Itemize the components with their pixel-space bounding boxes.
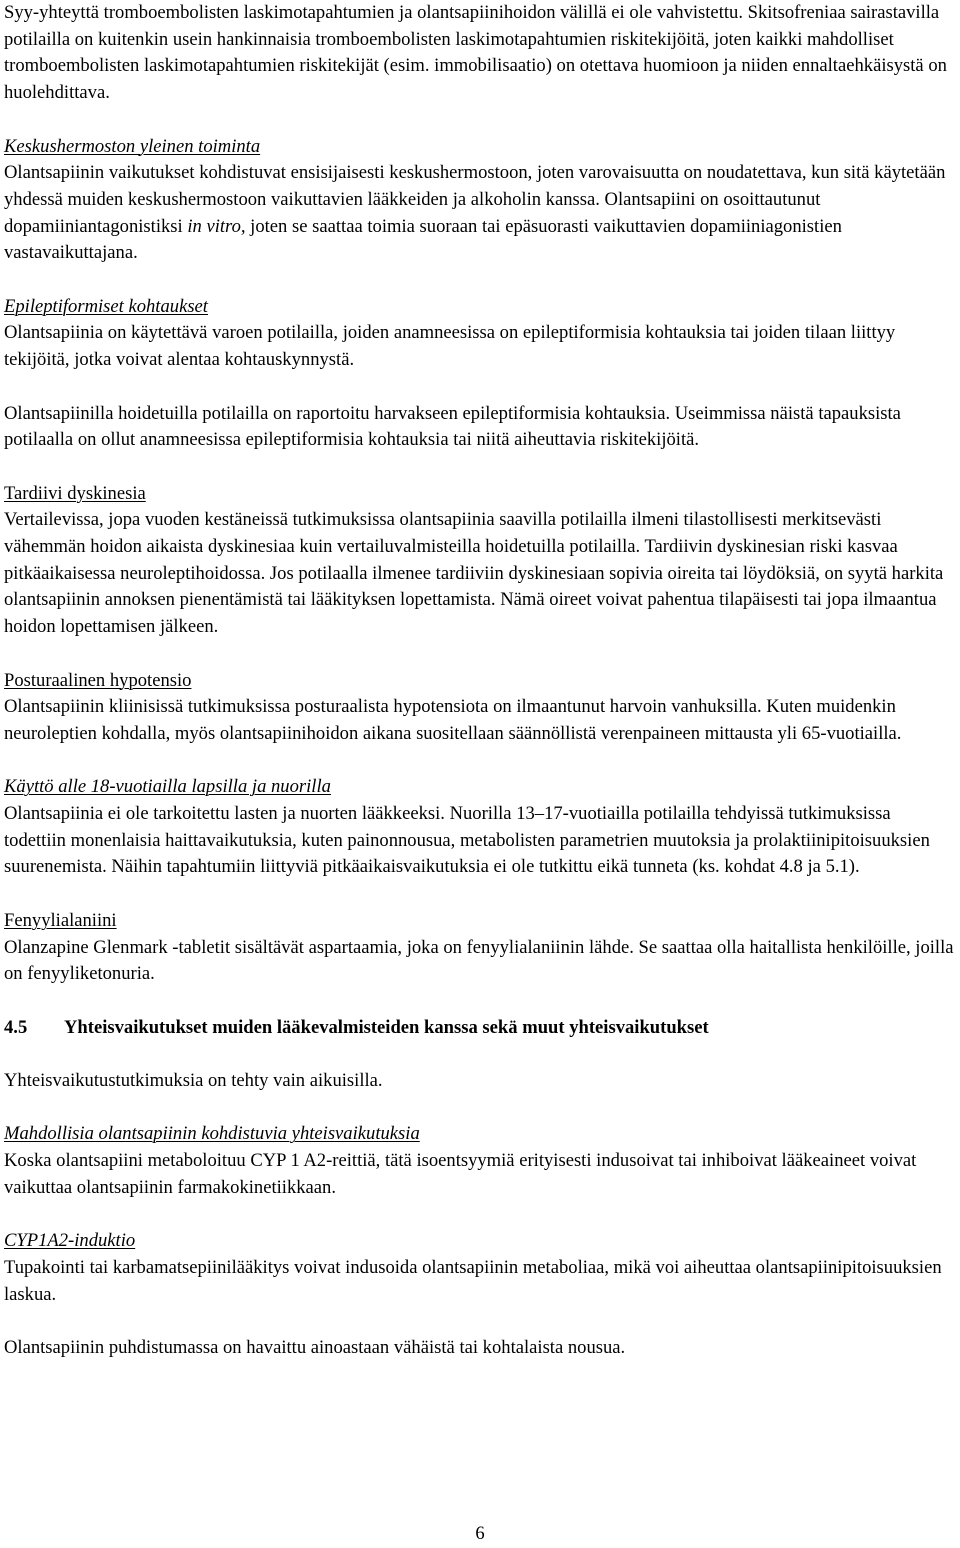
cns-text-end: joten se saattaa toimia suoraan tai epäsuorasti vaikuttavien dopamiiniagonistien vastavaikuttajana. (4, 215, 842, 264)
cns-in-vitro: in vitro, (187, 215, 246, 237)
seizures-heading: Epileptiformiset kohtaukset (4, 295, 208, 317)
cyp-paragraph-2: Olantsapiinin puhdistumassa on havaittu ainoastaan vähäistä tai kohtalaista nousua. (4, 1336, 626, 1358)
intro-paragraph: Syy-yhteyttä tromboembolisten laskimotapahtumien ja olantsapiinihoidon välillä ei ole vahvistettu. Skitsofreniaa sairastavilla potilailla on kuitenkin usein hankinnaisia tromboembolisten laskimotapahtumien riskitekijöitä, joten kaikki mahdolliset tromboembolisten laskimotapahtumien riskitekijät (esim. immobilisaatio) on otettava huomioon ja niiden ennaltaehkäisystä on huolehdittava. (4, 2, 947, 104)
page-number: 6 (475, 1523, 485, 1544)
phenylalanine-heading: Fenyylialaniini (4, 909, 117, 931)
targets-section (4, 1121, 956, 1201)
tardive-section (4, 481, 956, 641)
cns-heading: Keskushermoston yleinen toiminta (4, 135, 261, 157)
postural-paragraph: Olantsapiinin kliinisissä tutkimuksissa posturaalista hypotensiota on ilmaantunut harvoin vanhuksilla. Kuten muidenkin neuroleptien kohdalla, myös olantsapiinihoidon aikana suositellaan säännöllistä verenpaineen mittausta yli 65-vuotiailla. (4, 696, 902, 744)
section-intro: Yhteisvaikutustutkimuksia on tehty vain aikuisilla. (4, 1069, 383, 1091)
postural-heading: Posturaalinen hypotensio (4, 669, 192, 691)
phenylalanine-paragraph: Olanzapine Glenmark -tabletit sisältävät aspartaamia, joka on fenyylialaniinin lähde. Se saattaa olla haitallista henkilöille, joilla on fenyyliketonuria. (4, 936, 954, 985)
pediatric-heading: Käyttö alle 18-vuotiailla lapsilla ja nuorilla (4, 776, 331, 798)
pediatric-section (4, 774, 956, 881)
cyp-paragraph-1: Tupakointi tai karbamatsepiinilääkitys voivat indusoida olantsapiinin metaboliaa, mikä voi aiheuttaa olantsapiinipitoisuuksien laskua. (4, 1256, 942, 1305)
targets-paragraph: Koska olantsapiini metaboloituu CYP 1 A2-reittiä, tätä isoentsyymiä erityisesti indusoivat tai inhiboivat lääkeaineet voivat vaikuttaa olantsapiinin farmakokinetiikkaan. (4, 1150, 917, 1198)
cns-section (4, 134, 956, 268)
seizures-paragraph-2: Olantsapiinilla hoidetuilla potilailla on raportoitu harvakseen epileptiformisia kohtauksia. Useimmissa näistä tapauksista potilaalla on ollut anamneesissa epileptiformisia kohtauksia tai niitä aiheuttavia riskitekijöitä. (4, 402, 901, 451)
targets-heading: Mahdollisia olantsapiinin kohdistuvia yhteisvaikutuksia (4, 1123, 420, 1145)
cns-text-start: Olantsapiinin vaikutukset kohdistuvat ensisijaisesti keskushermostoon, joten varovaisuutta on noudatettava, kun sitä käytetään yhdessä muiden keskushermostoon vaikuttavien lääkkeiden ja alkoholin kanssa. Olantsapiini on osoittautunut dopamiiniantagonistiksi (4, 162, 946, 237)
cyp-section (4, 1228, 956, 1362)
postural-section (4, 668, 956, 748)
tardive-heading: Tardiivi dyskinesia (4, 482, 146, 504)
section-title: Yhteisvaikutukset muiden lääkevalmisteiden kanssa sekä muut yhteisvaikutukset (64, 1016, 709, 1038)
seizures-section (4, 294, 956, 454)
cyp-heading: CYP1A2-induktio (4, 1230, 136, 1252)
seizures-paragraph-1: Olantsapiinia on käytettävä varoen potilailla, joiden anamneesissa on epileptiformisia kohtauksia tai joiden tilaan liittyy tekijöitä, jotka voivat alentaa kohtauskynnystä. (4, 322, 896, 371)
section-number: 4.5 (4, 1016, 28, 1038)
cns-paragraph (4, 160, 956, 267)
section-heading-4-5 (4, 1015, 956, 1042)
intro-block (4, 0, 956, 107)
pediatric-paragraph: Olantsapiinia ei ole tarkoitettu lasten ja nuorten lääkkeeksi. Nuorilla 13–17-vuotiailla potilailla tehdyissä tutkimuksissa todettiin monenlaisia haittavaikutuksia, kuten painonnousua, metabolisten parametrien muutoksia ja prolaktiinipitoisuuksien suurenemista. Näihin tapahtumiin liittyviä pitkäaikaisvaikutuksia ei ole tutkittu eikä tunneta (ks. kohdat 4.8 ja 5.1). (4, 803, 930, 878)
phenylalanine-section (4, 908, 956, 988)
section-4-5 (4, 1015, 956, 1095)
document-page (4, 0, 956, 1362)
tardive-paragraph: Vertailevissa, jopa vuoden kestäneissä tutkimuksissa olantsapiinia saavilla potilailla ilmeni tilastollisesti merkitsevästi vähemmän hoidon aikaista dyskinesiaa kuin vertailuvalmisteilla hoidetuilla potilailla. Tardiivin dyskinesian riski kasvaa pitkäaikaisessa neuroleptihoidossa. Jos potilaalla ilmenee tardiiviin dyskinesiaan sopivia oireita tai löydöksiä, on syytä harkita olantsapiinin annoksen pienentämistä tai lääkityksen lopettamista. Nämä oireet voivat pahentua tilapäisesti tai jopa ilmaantua hoidon lopettamisen jälkeen. (4, 509, 944, 638)
